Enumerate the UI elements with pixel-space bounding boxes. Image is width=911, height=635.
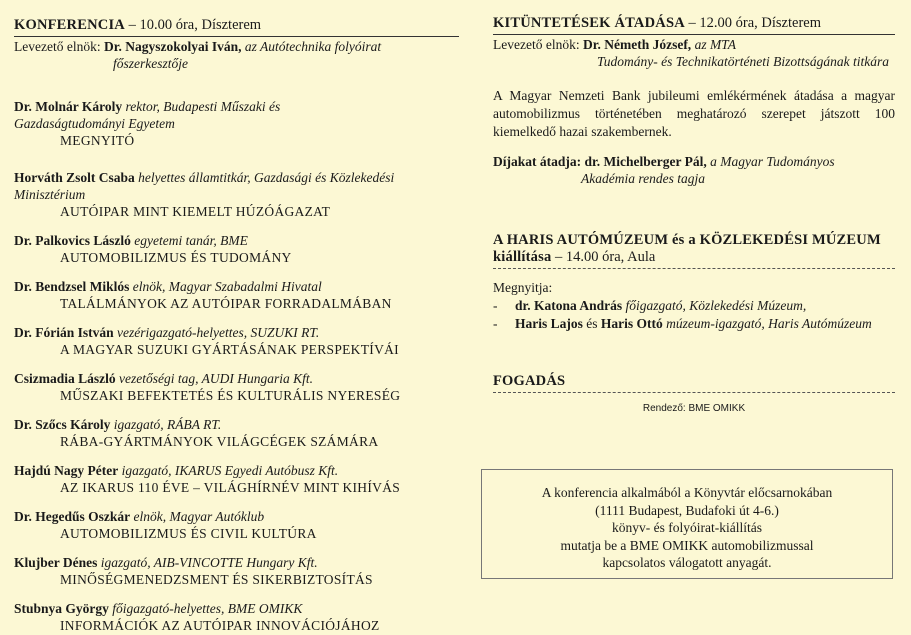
exhibition-heading	[493, 232, 895, 266]
talk-title: AUTÓIPAR MINT KIEMELT HÚZÓÁGAZAT	[60, 204, 331, 219]
opener-item	[493, 315, 895, 333]
exhibition-title: A HARIS AUTÓMÚZEUM és a KÖZLEKEDÉSI MÚZEUM	[493, 232, 881, 248]
opener-dash: -	[493, 316, 498, 331]
speaker-block	[14, 278, 459, 313]
presenter-role: a Magyar Tudományos	[706, 154, 835, 169]
awards-description: A Magyar Nemzeti Bank jubileumi emlékérmének átadása a magyar automobilizmus történetében meghatározó szerepet játszott 100 kiemelkedő hazai szakembernek.	[493, 88, 895, 139]
opener-role: főigazgató, Közlekedési Múzeum,	[622, 298, 807, 313]
exhibition-note-box	[481, 469, 893, 579]
speaker-block	[14, 462, 459, 497]
conference-column	[14, 0, 459, 635]
speaker-block	[14, 416, 459, 451]
presenter-name: dr. Michelberger Pál,	[584, 154, 707, 169]
awards-presenter	[493, 153, 895, 187]
speaker-role-cont: Gazdaságtudományi Egyetem	[14, 116, 175, 131]
speaker-name: Klujber Dénes	[14, 555, 98, 570]
reception-heading	[493, 373, 895, 390]
awards-chair-role: az MTA	[691, 37, 736, 52]
note-line: mutatja be a BME OMIKK automobilizmussal	[560, 537, 814, 553]
talk-title: A MAGYAR SUZUKI GYÁRTÁSÁNAK PERSPEKTÍVÁI	[60, 342, 399, 357]
speaker-role: helyettes államtitkár, Gazdasági és Közlekedési	[134, 170, 395, 185]
exhibition-time: – 14.00 óra, Aula	[551, 249, 656, 265]
speaker-role: igazgató, RÁBA RT.	[110, 417, 222, 432]
note-line: (1111 Budapest, Budafoki út 4-6.)	[595, 502, 779, 518]
speaker-name: Dr. Fórián István	[14, 325, 114, 340]
talk-title: TALÁLMÁNYOK AZ AUTÓIPAR FORRADALMÁBAN	[60, 296, 392, 311]
speaker-block	[14, 169, 459, 221]
speaker-role: vezérigazgató-helyettes, SUZUKI RT.	[113, 325, 320, 340]
reception-rule	[493, 392, 895, 393]
speaker-role: elnök, Magyar Autóklub	[130, 509, 265, 524]
talk-title: AUTOMOBILIZMUS ÉS CIVIL KULTÚRA	[60, 526, 317, 541]
talk-title: MINŐSÉGMENEDZSMENT ÉS SIKERBIZTOSÍTÁS	[60, 572, 373, 587]
speaker-role: igazgató, AIB-VINCOTTE Hungary Kft.	[97, 555, 318, 570]
opener-name-2: Haris Ottó	[600, 316, 663, 331]
conference-rule	[14, 36, 459, 37]
speaker-name: Dr. Bendzsel Miklós	[14, 279, 130, 294]
opener-connector: és	[582, 316, 601, 331]
exhibition-title-cont: kiállítása	[493, 249, 552, 265]
speaker-role: rektor, Budapesti Műszaki és	[122, 99, 281, 114]
speaker-name: Dr. Szőcs Károly	[14, 417, 111, 432]
speaker-name: Stubnya György	[14, 601, 109, 616]
talk-title: MEGNYITÓ	[60, 133, 135, 148]
conference-title: KONFERENCIA	[14, 17, 125, 33]
talk-title: INFORMÁCIÓK AZ AUTÓIPAR INNOVÁCIÓJÁHOZ	[60, 618, 380, 633]
talk-title: MŰSZAKI BEFEKTETÉS ÉS KULTURÁLIS NYERESÉG	[60, 388, 401, 403]
awards-heading	[493, 15, 895, 32]
speaker-name: Horváth Zsolt Csaba	[14, 170, 135, 185]
talk-title: AUTOMOBILIZMUS ÉS TUDOMÁNY	[60, 250, 292, 265]
speaker-block	[14, 508, 459, 543]
chair-role-cont: főszerkesztője	[113, 56, 188, 71]
speaker-name: Dr. Palkovics László	[14, 233, 131, 248]
speaker-role: igazgató, IKARUS Egyedi Autóbusz Kft.	[118, 463, 339, 478]
note-line: A konferencia alkalmából a Könyvtár előcsarnokában	[541, 485, 833, 500]
awards-rule	[493, 34, 895, 35]
conference-chair	[14, 38, 459, 72]
awards-title: KITÜNTETÉSEK ÁTADÁSA	[493, 15, 685, 31]
chair-name: Dr. Nagyszokolyai Iván,	[103, 39, 242, 54]
note-line: könyv- és folyóirat-kiállítás	[612, 520, 762, 535]
speaker-role: egyetemi tanár, BME	[130, 233, 248, 248]
talk-title: RÁBA-GYÁRTMÁNYOK VILÁGCÉGEK SZÁMÁRA	[60, 434, 379, 449]
speaker-block	[14, 370, 459, 405]
conference-time: – 10.00 óra, Díszterem	[124, 17, 262, 33]
chair-role: az Autótechnika folyóirat	[241, 39, 382, 54]
speaker-name: Dr. Hegedűs Oszkár	[14, 509, 131, 524]
opener-role: múzeum-igazgató, Haris Autómúzeum	[662, 316, 872, 331]
conference-heading	[14, 17, 459, 34]
speaker-role: elnök, Magyar Szabadalmi Hivatal	[129, 279, 322, 294]
opening-label: Megnyitja:	[493, 280, 553, 295]
awards-chair-label: Levezető elnök:	[493, 37, 583, 52]
speaker-block	[14, 554, 459, 589]
speaker-block	[14, 324, 459, 359]
organizer: Rendező: BME OMIKK	[642, 403, 746, 414]
awards-chair-name: Dr. Németh József,	[582, 37, 692, 52]
presenter-role-cont: Akadémia rendes tagja	[581, 171, 705, 186]
speaker-role-cont: Minisztérium	[14, 187, 86, 202]
awards-chair	[493, 36, 895, 70]
opener-name: dr. Katona András	[515, 298, 623, 313]
note-line: kapcsolatos válogatott anyagát.	[602, 555, 772, 570]
awards-time: – 12.00 óra, Díszterem	[684, 15, 821, 31]
talk-title: AZ IKARUS 110 ÉVE – VILÁGHÍRNÉV MINT KIHÍVÁS	[60, 480, 401, 495]
awards-chair-role-cont: Tudomány- és Technikatörténeti Bizottságának titkára	[597, 54, 889, 69]
speaker-name: Csizmadia László	[14, 371, 116, 386]
opener-item	[493, 297, 895, 315]
speaker-block	[14, 98, 459, 150]
opener-name: Haris Lajos	[515, 316, 583, 331]
speaker-name: Dr. Molnár Károly	[14, 99, 123, 114]
speaker-block	[14, 600, 459, 635]
speaker-role: főigazgató-helyettes, BME OMIKK	[108, 601, 303, 616]
speaker-block	[14, 232, 459, 267]
opener-dash: -	[493, 298, 498, 313]
speaker-name: Hajdú Nagy Péter	[14, 463, 119, 478]
reception-title: FOGADÁS	[493, 373, 566, 389]
chair-label: Levezető elnök:	[14, 39, 104, 54]
presenter-label: Díjakat átadja:	[493, 154, 585, 169]
speaker-role: vezetőségi tag, AUDI Hungaria Kft.	[115, 371, 313, 386]
exhibition-rule	[493, 268, 895, 269]
program-column	[493, 0, 895, 414]
